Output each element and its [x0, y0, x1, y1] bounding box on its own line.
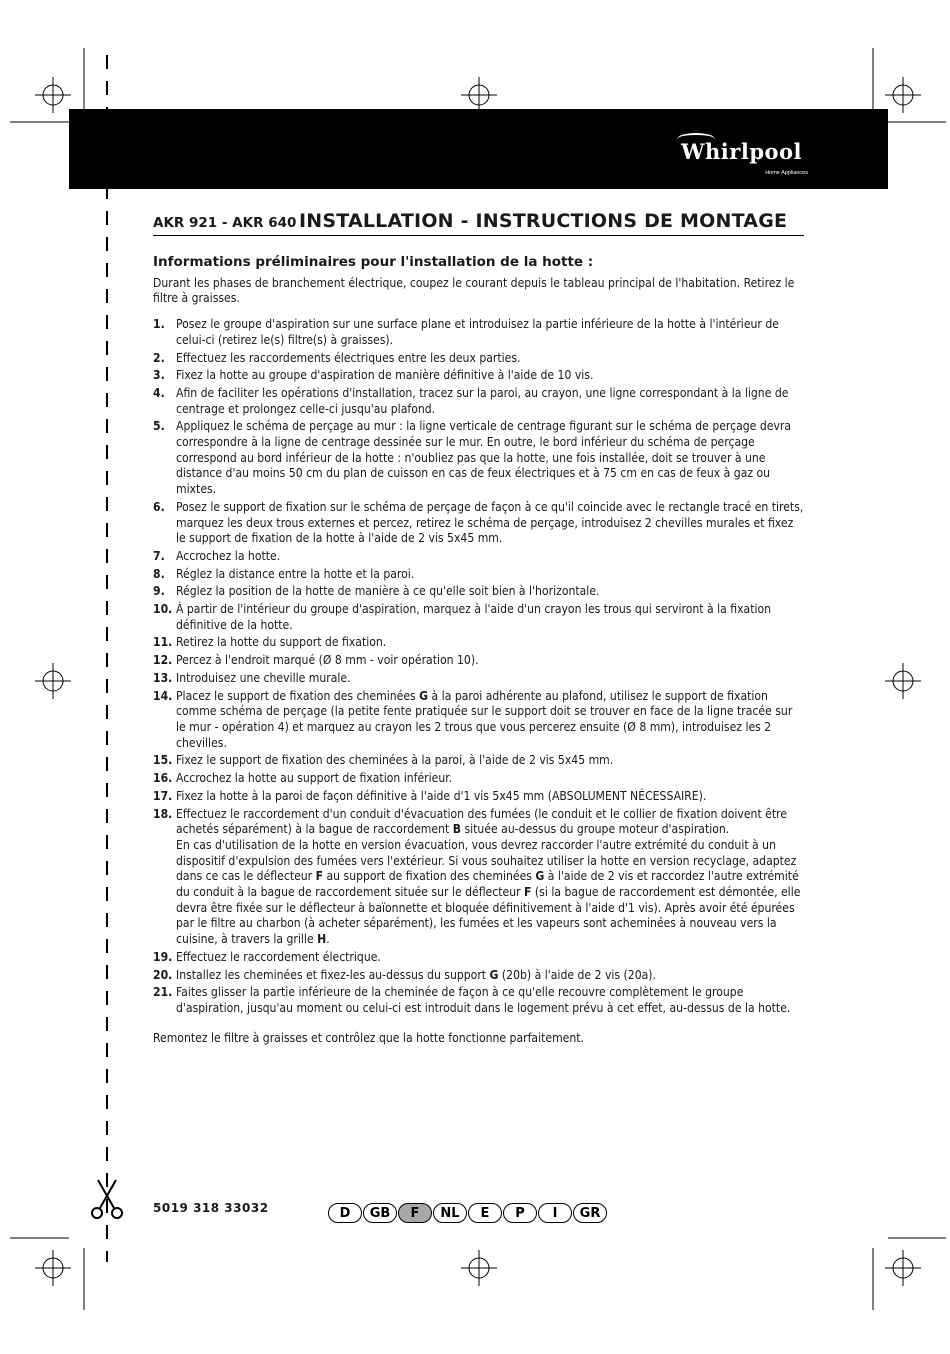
- lang-e[interactable]: E: [468, 1203, 502, 1223]
- step-item: 2. Effectuez les raccordements électriques entre les deux parties.: [153, 350, 521, 365]
- language-selector: [328, 1203, 607, 1223]
- title-row: [153, 207, 804, 236]
- header-bar: [69, 109, 888, 189]
- instructions-content: [153, 255, 804, 1046]
- lang-gr[interactable]: GR: [573, 1203, 607, 1223]
- intro-text: Durant les phases de branchement électrique, coupez le courant depuis le tableau principal de l'habitation. Retirez le filtre à graisses.: [153, 275, 795, 306]
- lang-f[interactable]: F: [398, 1203, 432, 1223]
- step-item: 17. Fixez la hotte à la paroi de façon définitive à l'aide d'1 vis 5x45 mm (ABSOLUMENT NÉCESSAIRE).: [153, 788, 707, 803]
- step-item: 4. Afin de faciliter les opérations d'installation, tracez sur la paroi, au crayon, une ligne correspondant à la ligne de centrage et prolongez celle-ci jusqu'au plafond.: [153, 385, 789, 416]
- step-item: 10. À partir de l'intérieur du groupe d'aspiration, marquez à l'aide d'un crayon les trous qui serviront à la fixation définitive de la hotte.: [153, 602, 772, 632]
- model-number: AKR 921 - AKR 640: [153, 215, 297, 231]
- closing-note: Remontez le filtre à graisses et contrôlez que la hotte fonctionne parfaitement.: [153, 1030, 584, 1045]
- step-item: 20. Installez les cheminées et fixez-les au-dessus du support G (20b) à l'aide de 2 vis (20a).: [153, 967, 656, 982]
- steps-list: [153, 317, 804, 1017]
- step-item: 16. Accrochez la hotte au support de fixation inférieur.: [153, 771, 453, 786]
- step-item: 15. Fixez le support de fixation des cheminées à la paroi, à l'aide de 2 vis 5x45 mm.: [153, 753, 614, 768]
- brand-logo: [680, 139, 808, 176]
- step-item: 5. Appliquez le schéma de perçage au mur : la ligne verticale de centrage figurant sur le schéma de perçage devra correspondre à la ligne de centrage dessinée sur le mur. En outre, le bord inférieur du schéma de perçage correspond au bord inférieur de la hotte : n'oubliez pas que la hotte, une fois installée, doit se trouver à une distance d'au moins 50 cm du plan de cuisson en cas de feux électriques et à 75 cm en cas de feux à gaz ou mixtes.: [153, 419, 792, 497]
- brand-tagline: Home Appliances: [765, 170, 808, 176]
- step-item: 7. Accrochez la hotte.: [153, 548, 281, 563]
- step-item: 14. Placez le support de fixation des cheminées G à la paroi adhérente au plafond, utilisez le support de fixation comme schéma de perçage (la petite fente pratiquée sur le support doit se trouver en face de la ligne tracée sur le mur - opération 4) et marquez au crayon les 2 trous que vous percerez ensuite (Ø 8 mm), introduisez les 2 chevilles.: [153, 688, 793, 750]
- step-item: 18. Effectuez le raccordement d'un conduit d'évacuation des fumées (le conduit et le collier de fixation doivent être achetés séparément) à la bague de raccordement B située au-dessus du groupe moteur d'aspiration. En cas d'utilisation de la hotte en version évacuation, vous devrez raccorder l'autre extrémité du conduit à un dispositif d'expulsion des fumées vers l'extérieur. Si vous souhaitez utiliser la hotte en version recyclage, adaptez dans ce cas le déflecteur F au support de fixation des cheminées G à l'aide de 2 vis et raccordez l'autre extrémité du conduit à la bague de raccordement située sur le déflecteur F (si la bague de raccordement est démontée, elle devra être fixée sur le déflecteur à baïonnette et bloquée définitivement à l'aide d'1 vis). Après avoir été épurées par le filtre au charbon (à acheter séparément), les fumées et les vapeurs sont acheminées à nouveau vers la cuisine, à travers la grille H.: [153, 806, 801, 947]
- lang-i[interactable]: I: [538, 1203, 572, 1223]
- intro-heading: Informations préliminaires pour l'installation de la hotte :: [153, 254, 594, 270]
- brand-name: Whirlpool: [680, 139, 802, 164]
- step-item: 3. Fixez la hotte au groupe d'aspiration de manière définitive à l'aide de 10 vis.: [153, 368, 594, 383]
- step-item: 8. Réglez la distance entre la hotte et la paroi.: [153, 566, 415, 581]
- step-item: 21. Faites glisser la partie inférieure de la cheminée de façon à ce qu'elle recouvre complètement le groupe d'aspiration, jusqu'au moment ou celui-ci est introduit dans le logement prévu à cet effet, au-dessus de la hotte.: [153, 985, 791, 1015]
- step-item: 11. Retirez la hotte du support de fixation.: [153, 635, 387, 650]
- scissors-icon: [90, 1178, 124, 1220]
- document-code: 5019 318 33032: [153, 1201, 269, 1215]
- step-item: 12. Percez à l'endroit marqué (Ø 8 mm - voir opération 10).: [153, 653, 479, 668]
- step-item: 1. Posez le groupe d'aspiration sur une surface plane et introduisez la partie inférieure de la hotte à l'intérieur de celui-ci (retirez le(s) filtre(s) à graisses).: [153, 317, 779, 347]
- lang-gb[interactable]: GB: [363, 1203, 397, 1223]
- step-item: 6. Posez le support de fixation sur le schéma de perçage de façon à ce qu'il coincide avec le rectangle tracé en tirets, marquez les deux trous externes et percez, retirez le schéma de perçage, introduisez 2 chevilles murales et fixez le support de fixation de la hotte à l'aide de 2 vis 5x45 mm.: [153, 499, 804, 546]
- step-item: 9. Réglez la position de la hotte de manière à ce qu'elle soit bien à l'horizontale.: [153, 584, 600, 599]
- lang-nl[interactable]: NL: [433, 1203, 467, 1223]
- lang-d[interactable]: D: [328, 1203, 362, 1223]
- page-title: INSTALLATION - INSTRUCTIONS DE MONTAGE: [299, 210, 788, 232]
- lang-p[interactable]: P: [503, 1203, 537, 1223]
- step-item: 19. Effectuez le raccordement électrique.: [153, 949, 381, 964]
- step-item: 13. Introduisez une cheville murale.: [153, 670, 351, 685]
